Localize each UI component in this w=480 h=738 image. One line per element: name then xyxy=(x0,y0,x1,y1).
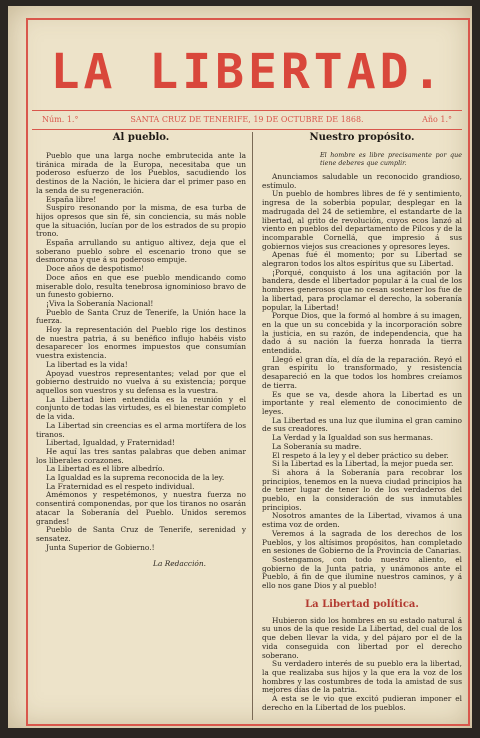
paragraph: El respeto á la ley y el deber práctico su deber. xyxy=(272,450,449,460)
paragraph: Apoyad vuestros representantes; velad por que el gobierno destruido no vuelva á su existencia; porque aquellos son vuestros y su defensa es la vuestra. xyxy=(36,368,246,395)
paragraph: La Libertad es el libre albedrío. xyxy=(46,464,165,474)
paragraph: He aquí las tres santas palabras que deben animar los liberales corazones. xyxy=(36,446,246,465)
left-column xyxy=(36,132,246,720)
issue-number: Núm. 1.° xyxy=(42,115,79,124)
paragraph: La Soberanía su madre. xyxy=(272,441,362,451)
article-body-libertad-politica xyxy=(262,617,462,713)
paragraph: Pueblo de Santa Cruz de Tenerife, la Unión hace la fuerza. xyxy=(36,307,246,326)
paragraph: La libertad es la vida! xyxy=(46,359,128,369)
issue-year: Año 1.° xyxy=(422,115,452,124)
article-body-nuestro-proposito xyxy=(262,173,462,591)
paragraph: España libre! xyxy=(46,194,97,204)
paragraph: Anunciamos saludable un reconocido grandioso, estímulo. xyxy=(262,172,462,190)
paragraph: Es que se va, desde ahora la Libertad es un importante y real elemento de conocimiento de leyes. xyxy=(262,389,462,416)
paragraph: Nosotros amantes de la Libertad, vivamos á una estima voz de orden. xyxy=(262,511,462,530)
paragraph: Si ahora á la Soberanía para recobrar los principios, tenemos en la nueva ciudad principios ha de tener lugar de tener lo de los verdaderos del pueblo, en la consideración de sus inmutables principios. xyxy=(262,467,462,512)
paragraph: Doce años de despotismo! xyxy=(46,264,145,274)
paragraph: Apenas fué él momento; por su Libertad se alegraron todos los altos espíritus que su Libertad. xyxy=(262,250,462,269)
paragraph: ¡Viva la Soberanía Nacional! xyxy=(46,298,154,308)
paragraph: La Libertad bien entendida es la reunión y el conjunto de todas las virtudes, es el bienestar completo de la vida. xyxy=(36,394,246,422)
paragraph: Un pueblo de hombres libres de fé y sentimiento, ingresa de la soberbia popular, desplegar en la madrugada del 24 de setiembre, el estandarte de la libertad, al grito de revolución, cuyos ecos lanzó al viento en pueblos del departamento de Pilcos y de la incomparable Cornellá, que impresio á sus gobiernos viejos sus creaciones y opresores leyes. xyxy=(262,189,462,251)
paragraph: Suspiro resonando por la misma, de esa turba de hijos opresos que sin fé, sin conciencia, su más noble que la situación, lucían por de los estrados de su propio trono. xyxy=(36,203,246,239)
paragraph: Porque Dios, que la formó al hombre á su imagen, en la que un su concebida y la incorporación sobre la justicia, en su razón, de independencia, que ha dado á su nación la fuerza honrada la tierra entendida. xyxy=(262,311,462,356)
paragraph: La Libertad sin creencias es el arma mortífera de los tiranos. xyxy=(36,420,246,439)
paragraph: La Libertad es una luz que ilumina el gran camino de sus creadores. xyxy=(262,415,462,434)
article-epigraph: El hombre es libre precisamente por que tiene deberes que cumplir. xyxy=(320,151,462,167)
paragraph: Hoy la representación del Pueblo rige los destinos de nuestra patria, á su benéfico influjo habéis visto desaparecer los enormes impuestos que consumían vuestra existencia. xyxy=(36,325,246,361)
article-signature: La Redacción. xyxy=(153,559,206,569)
paragraph: Junta Superior de Gobierno.! xyxy=(46,542,155,552)
paragraph: La Fraternidad es el respeto individual. xyxy=(46,481,195,491)
newspaper-page xyxy=(8,6,472,728)
right-column xyxy=(262,132,462,720)
paragraph: Veremos á la sagrada de los derechos de los Pueblos, y los altísimos propósitos, han completado en sesiones de Gobierno de la Provincia de Canarias. xyxy=(262,528,462,556)
article-title-nuestro-proposito: Nuestro propósito. xyxy=(309,132,415,143)
paragraph: La Igualdad es la suprema reconocida de la ley. xyxy=(46,473,225,483)
paragraph: Sostengamos, con todo nuestro aliento, el gobierno de la Junta patria, y unámonos ante el Pueblo, á fin de que ilumine nuestros caminos, y á ello nos gane Dios y al pueblo! xyxy=(262,554,462,591)
masthead-title: LA LIBERTAD. xyxy=(50,44,446,100)
column-divider xyxy=(252,132,253,720)
paragraph: España arrullando su antiguo altivez, deja que el soberano pueblo sobre el escenario trono que se desmorona y que á su poderoso empuje. xyxy=(36,238,246,265)
paragraph: Libertad, Igualdad, y Fraternidad! xyxy=(46,438,175,448)
paragraph: Doce años en que ese pueblo mendicando como miserable dolo, resulta tenebrosa ignominioso bravo de un funesto gobierno. xyxy=(36,272,246,300)
issue-info-bar xyxy=(32,110,462,130)
paragraph: Hubieron sido los hombres en su estado natural á su unos de la que reside La Libertad, del cual de los que deben llevar la vida, y del pájaro por el de la vida conseguida con libertad por el derecho soberano. xyxy=(262,615,462,660)
article-body-al-pueblo xyxy=(36,152,246,552)
article-title-al-pueblo: Al pueblo. xyxy=(112,132,170,143)
paragraph: Pueblo de Santa Cruz de Tenerife, serenidad y sensatez. xyxy=(36,525,246,543)
paragraph: A esta se le vio que excitó pudieran imponer el derecho en la Libertad de los pueblos. xyxy=(262,694,462,712)
paragraph: ¡Porqué, conquisto á los una agitación por la bandera, desde el libertador popular á la cual de los hombres generosos que no cesan sostener los fue de la libertad, para proclamar el derecho, la soberanía popular, la Libertad! xyxy=(262,267,462,312)
issue-date: SANTA CRUZ DE TENERIFE, 19 DE OCTUBRE DE 1868. xyxy=(130,115,364,124)
paragraph: Si la Libertad es la Libertad, la mejor pueda ser. xyxy=(272,459,454,469)
paragraph: La Verdad y la Igualdad son sus hermanas. xyxy=(272,433,433,443)
paragraph: Su verdadero interés de su pueblo era la libertad, la que realizaba sus hijos y la que era la voz de los hombres y las costumbres de toda la amistad de sus mejores días de la patria. xyxy=(262,659,462,695)
page-border xyxy=(26,18,470,726)
article-title-libertad-politica: La Libertad política. xyxy=(305,598,419,610)
paragraph: Llegó el gran día, el día de la reparación. Reyó el gran espíritu lo transformado, y resistencia desapareció en la que todos los hombres creíamos de tierra. xyxy=(262,354,462,390)
paragraph: Amémonos y respetémonos, y nuestra fuerza no consentirá componendas, por que los tiranos no osarán atacar la Soberanía del Pueblo. Unidos seremos grandes! xyxy=(36,490,246,526)
paragraph: Pueblo que una larga noche embrutecida ante la tiránica mirada de la Europa, necesitaba que un poderoso esfuerzo de los Pueblos, sacudiendo los destinos de la Nación, le hiciera dar el primer paso en la senda de su regeneración. xyxy=(36,151,246,195)
